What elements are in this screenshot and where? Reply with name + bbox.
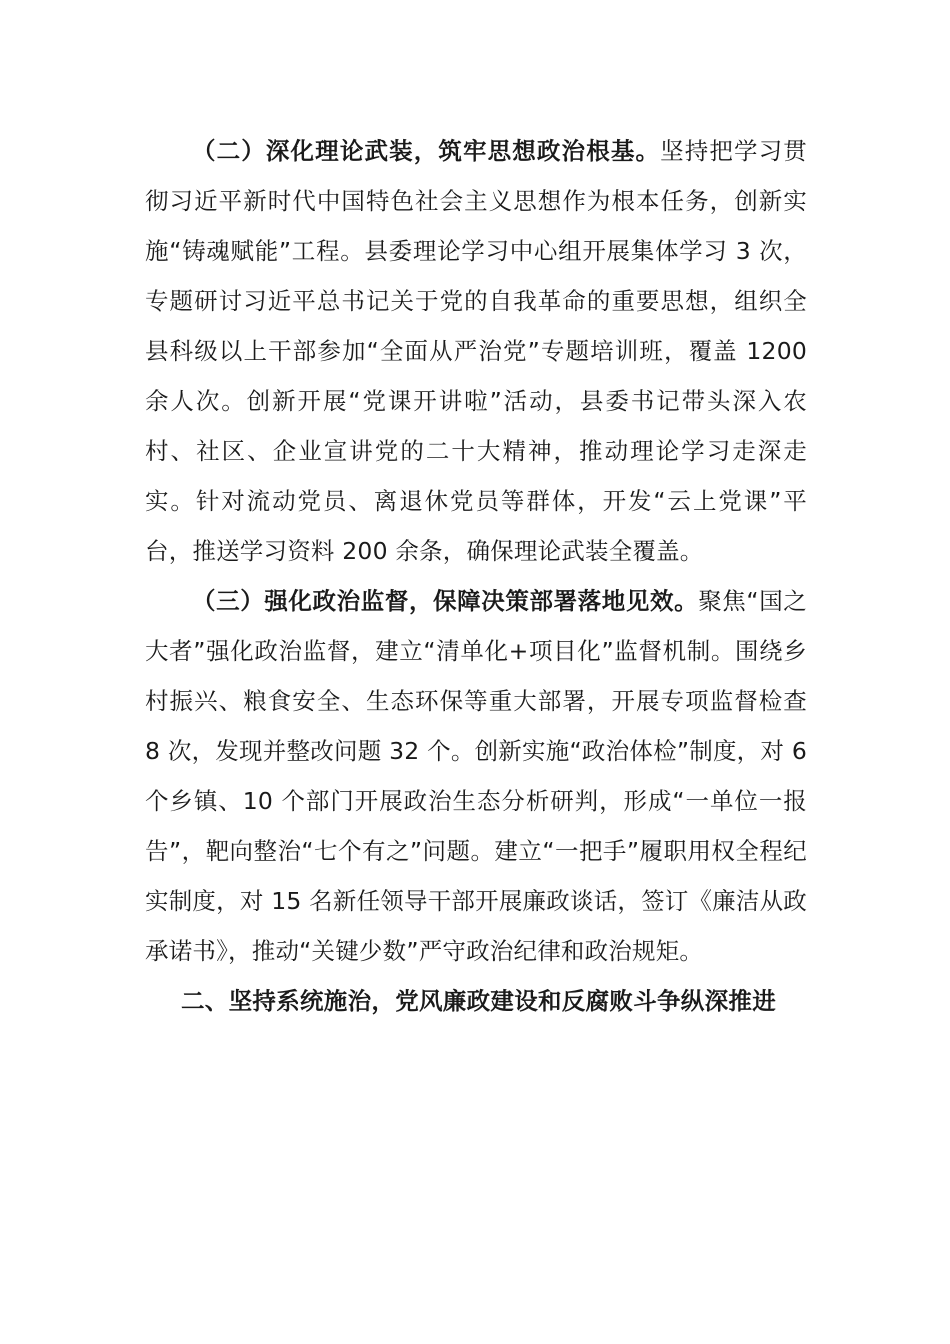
document-body [145, 126, 807, 1026]
section-heading: 二、坚持系统施治，党风廉政建设和反腐败斗争纵深推进 [181, 987, 776, 1015]
paragraph-body-text: 坚持把学习贯彻习近平新时代中国特色社会主义思想作为根本任务，创新实施“铸魂赋能”工程。县委理论学习中心组开展集体学习 3 次，专题研讨习近平总书记关于党的自我革命的重要思想，组织全县科级以上干部参加“全面从严治党”专题培训班，覆盖 1200 余人次。创新开展“党课开讲啦”活动，县委书记带头深入农村、社区、企业宣讲党的二十大精神，推动理论学习走深走实。针对流动党员、离退休党员等群体，开发“云上党课”平台，推送学习资料 200 余条，确保理论武装全覆盖。 [145, 137, 807, 565]
paragraph-lead-heading: （二）深化理论武装，筑牢思想政治根基。 [192, 137, 661, 165]
paragraph-political-supervision [145, 576, 807, 976]
paragraph-body-text: 聚焦“国之大者”强化政治监督，建立“清单化+项目化”监督机制。围绕乡村振兴、粮食安全、生态环保等重大部署，开展专项监督检查 8 次，发现并整改问题 32 个。创新实施“政治体检”制度，对 6 个乡镇、10 个部门开展政治生态分析研判，形成“一单位一报告”，靶向整治“七个有之”问题。建立“一把手”履职用权全程纪实制度，对 15 名新任领导干部开展廉政谈话，签订《廉洁从政承诺书》，推动“关键少数”严守政治纪律和政治规矩。 [145, 587, 807, 965]
paragraph-lead-heading: （三）强化政治监督，保障决策部署落地见效。 [192, 587, 699, 615]
paragraph-theory-armament [145, 126, 807, 576]
